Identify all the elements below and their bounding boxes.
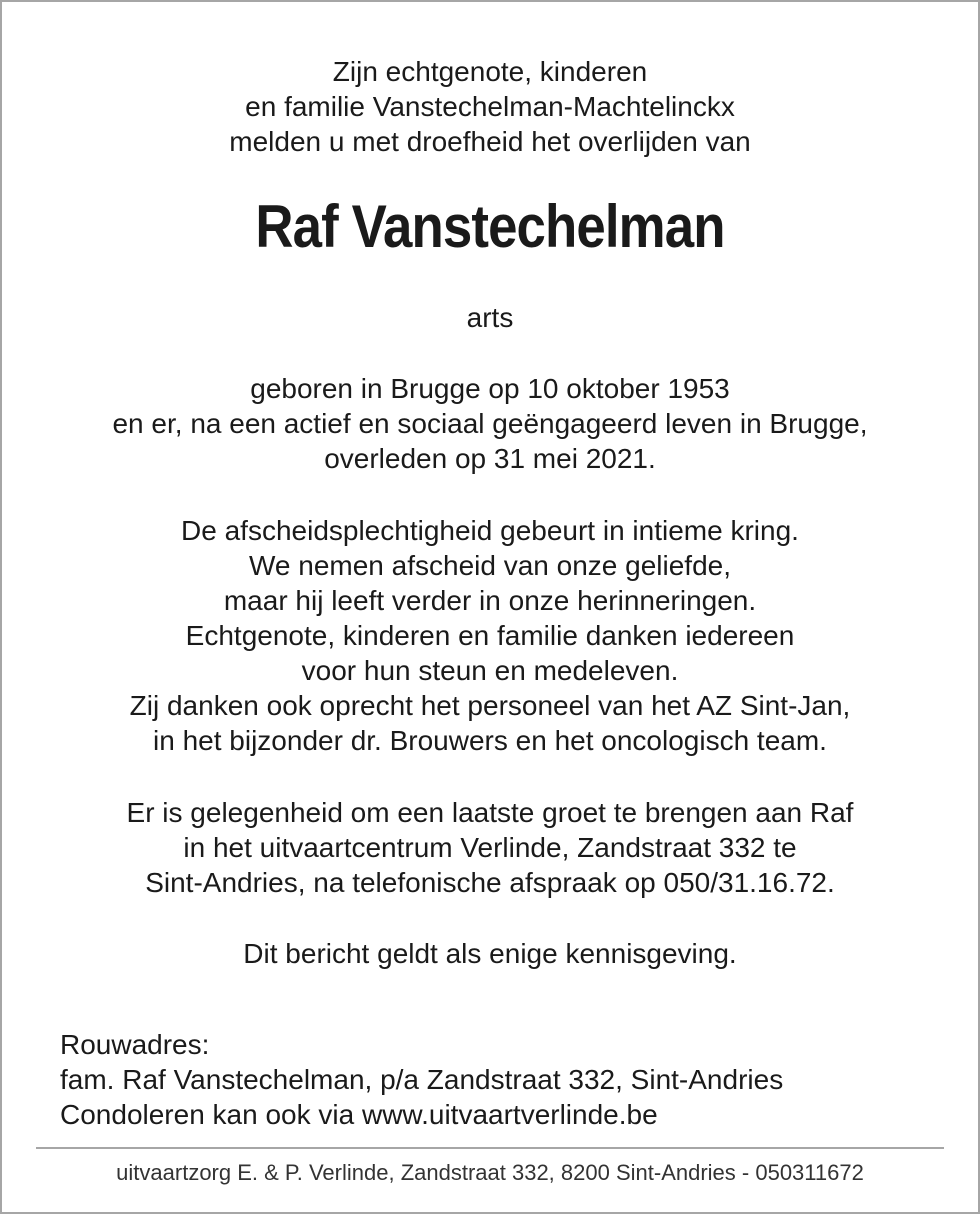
condolence-line: Condoleren kan ook via www.uitvaartverlinde.be — [60, 1099, 658, 1130]
birth-death-line: overleden op 31 mei 2021. — [324, 443, 656, 474]
message-line: in het bijzonder dr. Brouwers en het oncologisch team. — [153, 725, 827, 756]
profession-text: arts — [466, 302, 514, 333]
message-paragraph — [0, 513, 980, 758]
visit-line: in het uitvaartcentrum Verlinde, Zandstraat 332 te — [183, 832, 797, 863]
profession — [0, 300, 980, 335]
message-line: De afscheidsplechtigheid gebeurt in intieme kring. — [181, 515, 799, 546]
visit-line: Sint-Andries, na telefonische afspraak op 050/31.16.72. — [145, 867, 835, 898]
birth-death-paragraph — [0, 371, 980, 476]
message-line: Zij danken ook oprecht het personeel van het AZ Sint-Jan, — [129, 690, 851, 721]
deceased-name: Raf Vanstechelman — [255, 193, 725, 260]
message-line: maar hij leeft verder in onze herinneringen. — [223, 585, 757, 616]
birth-death-line: en er, na een actief en sociaal geëngageerd leven in Brugge, — [112, 408, 868, 439]
message-line: Echtgenote, kinderen en familie danken iedereen — [185, 620, 795, 651]
intro-line: melden u met droefheid het overlijden van — [229, 126, 751, 157]
visit-paragraph — [0, 795, 980, 900]
notice-text: Dit bericht geldt als enige kennisgeving. — [243, 938, 737, 969]
funeral-home-footer: uitvaartzorg E. & P. Verlinde, Zandstraat 332, 8200 Sint-Andries - 050311672 — [116, 1160, 864, 1185]
notice-paragraph — [0, 936, 980, 971]
birth-death-line: geboren in Brugge op 10 oktober 1953 — [250, 373, 730, 404]
address-heading: Rouwadres: — [60, 1029, 210, 1060]
intro-line: en familie Vanstechelman-Machtelinckx — [245, 91, 735, 122]
footer-divider — [36, 1147, 944, 1149]
mourning-address — [60, 1027, 783, 1132]
visit-line: Er is gelegenheid om een laatste groet te brengen aan Raf — [126, 797, 854, 828]
message-line: We nemen afscheid van onze geliefde, — [248, 550, 731, 581]
intro-paragraph — [0, 54, 980, 159]
address-line: fam. Raf Vanstechelman, p/a Zandstraat 332, Sint-Andries — [60, 1064, 784, 1095]
intro-line: Zijn echtgenote, kinderen — [332, 56, 648, 87]
message-line: voor hun steun en medeleven. — [301, 655, 679, 686]
